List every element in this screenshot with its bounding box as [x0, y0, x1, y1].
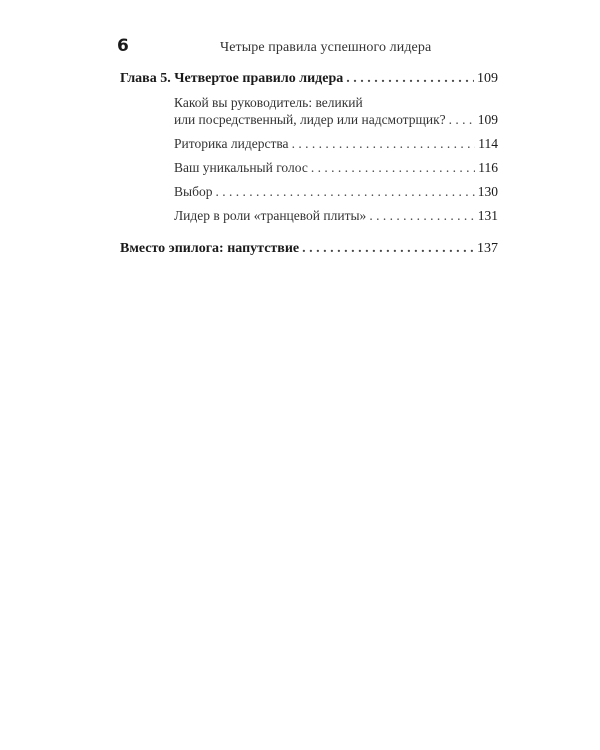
- leader-dots: [302, 240, 474, 257]
- toc-entry-title: Выбор: [174, 184, 213, 199]
- toc-entry-page: 131: [477, 208, 498, 223]
- table-of-contents: [120, 70, 498, 257]
- toc-entry-page: 114: [478, 136, 498, 151]
- toc-entry-epilogue: [120, 240, 498, 257]
- leader-dots: [346, 70, 474, 87]
- toc-entry-title: Ваш уникальный голос: [174, 160, 308, 175]
- toc-entry-title: Вместо эпилога: напутствие: [120, 241, 300, 256]
- toc-entry-page: 116: [478, 160, 498, 175]
- toc-entry-page: 109: [477, 71, 498, 86]
- toc-entry-title-line2: или посредственный, лидер или надсмотрщик?: [174, 112, 446, 127]
- leader-dots: [215, 183, 474, 200]
- toc-entry-title-line1: Какой вы руководитель: великий: [174, 95, 363, 110]
- toc-entry-page: 137: [477, 241, 498, 256]
- toc-entry-title: Риторика лидерства: [174, 136, 289, 151]
- leader-dots: [449, 111, 475, 128]
- toc-entry-page: 109: [477, 112, 498, 127]
- toc-entry-choice: [120, 183, 498, 200]
- leader-dots: [292, 135, 476, 152]
- toc-entry-leader-type: [120, 94, 498, 128]
- toc-entry-title: Глава 5. Четвертое правило лидера: [120, 71, 344, 86]
- page-number: 6: [117, 36, 129, 56]
- toc-entry-chapter-5: [120, 70, 498, 87]
- toc-entry-unique-voice: [120, 159, 498, 176]
- toc-entry-page: 130: [477, 184, 498, 199]
- leader-dots: [311, 159, 475, 176]
- toc-entry-title: Лидер в роли «транцевой плиты»: [174, 208, 367, 223]
- running-header: Четыре правила успешного лидера: [220, 40, 432, 55]
- toc-entry-transom: [120, 207, 498, 224]
- leader-dots: [369, 207, 474, 224]
- toc-entry-rhetoric: [120, 135, 498, 152]
